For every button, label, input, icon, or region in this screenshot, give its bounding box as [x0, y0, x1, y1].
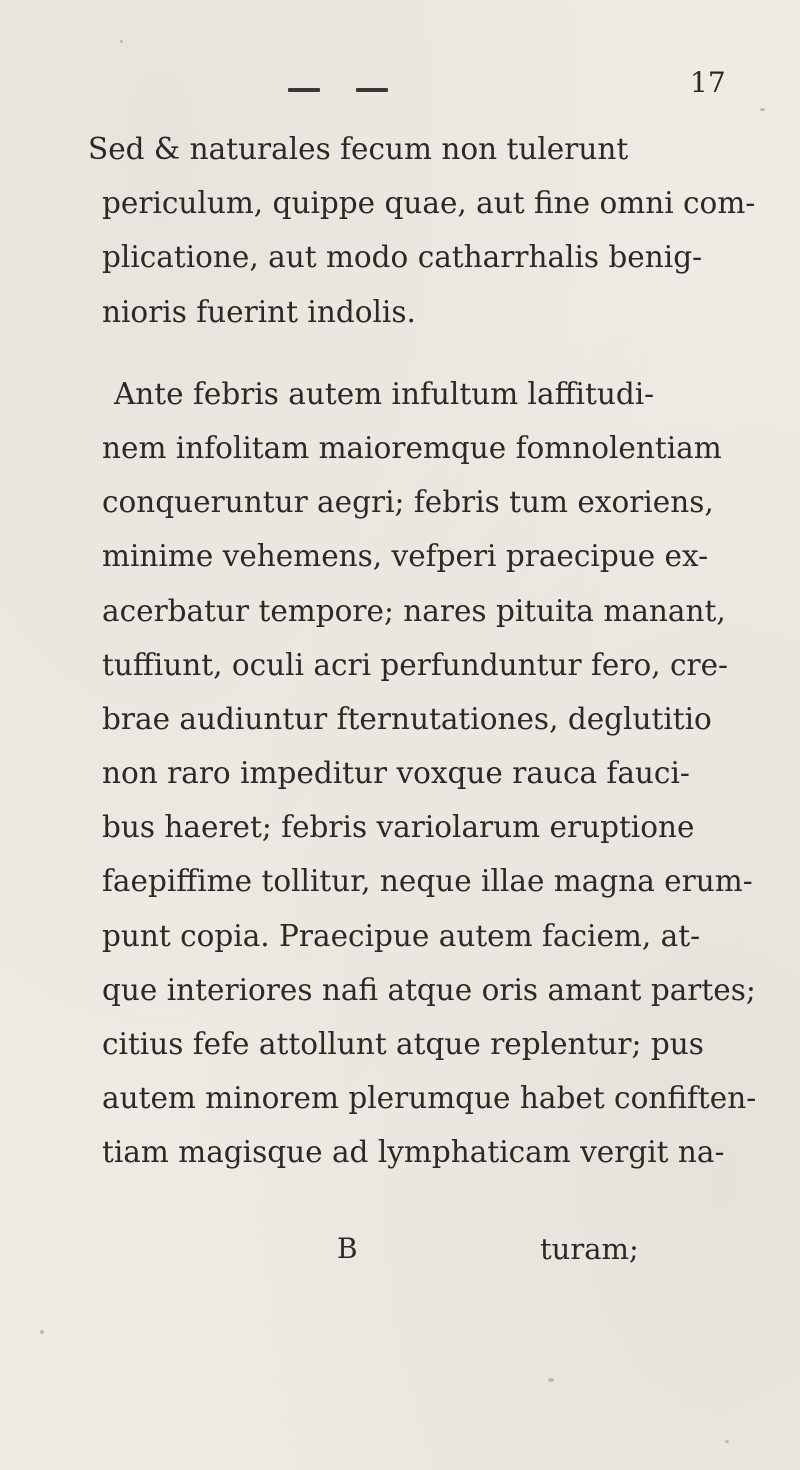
paper-speck	[725, 1440, 729, 1443]
header-dash-right	[356, 88, 388, 92]
paper-speck	[548, 1378, 554, 1382]
text-line: nioris fuerint indolis.	[102, 294, 416, 329]
body-text	[88, 122, 757, 1180]
text-line: tuffiunt, oculi acri perfunduntur fero, cre-	[102, 647, 729, 682]
text-line: conqueruntur aegri; febris tum exoriens,	[102, 485, 714, 520]
text-line: tiam magisque ad lymphaticam vergit na-	[102, 1135, 725, 1170]
paper-speck	[760, 108, 765, 111]
text-line: periculum, quippe quae, aut fine omni com-	[102, 186, 756, 221]
paper-speck	[40, 1330, 44, 1334]
text-line: plicatione, aut modo catharrhalis benig-	[102, 240, 703, 275]
text-line: autem minorem plerumque habet confiften-	[102, 1081, 757, 1116]
text-line: punt copia. Praecipue autem faciem, at-	[102, 918, 701, 953]
text-line: Sed & naturales fecum non tulerunt	[88, 132, 629, 166]
page-footer	[0, 1232, 800, 1282]
page-number: 17	[690, 66, 726, 99]
catchword: turam;	[540, 1232, 639, 1266]
text-line: acerbatur tempore; nares pituita manant,	[102, 593, 726, 628]
text-line: citius fefe attollunt atque replentur; pus	[102, 1027, 704, 1061]
text-line: non raro impeditur voxque rauca fauci-	[102, 756, 690, 791]
text-line: brae audiuntur fternutationes, deglutitio	[102, 701, 712, 736]
text-line: faepiffime tollitur, neque illae magna erum-	[102, 864, 753, 899]
text-line: bus haeret; febris variolarum eruptione	[102, 810, 695, 845]
signature-mark: B	[337, 1232, 358, 1265]
page-header	[288, 64, 728, 114]
text-line: Ante febris autem infultum laffitudi-	[114, 376, 655, 411]
text-line: nem infolitam maioremque fomnolentiam	[102, 430, 722, 465]
text-line: minime vehemens, vefperi praecipue ex-	[102, 539, 709, 574]
paper-speck	[120, 40, 123, 43]
header-dash-left	[288, 88, 320, 92]
text-line: que interiores nafi atque oris amant partes;	[102, 972, 756, 1007]
